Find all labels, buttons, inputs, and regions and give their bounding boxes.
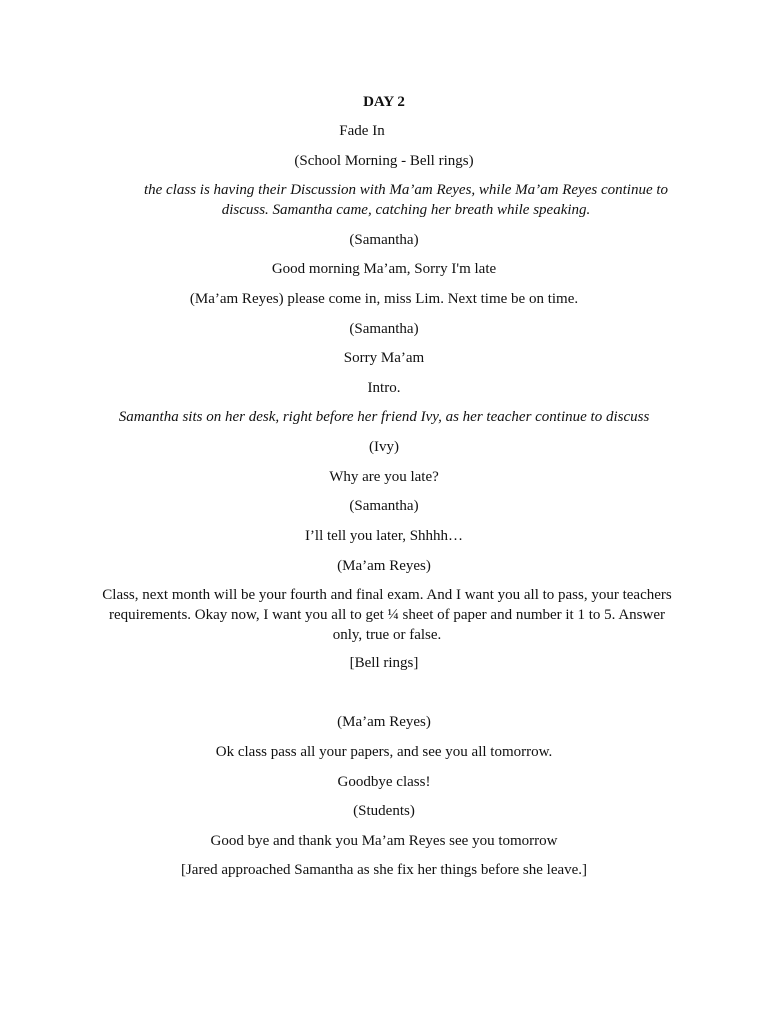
dialogue-line: Ok class pass all your papers, and see you all tomorrow. (215, 744, 553, 760)
intro-direction: Intro. (367, 380, 401, 396)
speaker-label: (Ivy) (369, 439, 399, 455)
day-heading: DAY 2 (363, 94, 405, 110)
dialogue-line: (Ma’am Reyes) please come in, miss Lim. Next time be on time. (189, 291, 579, 307)
dialogue-line: Good bye and thank you Ma’am Reyes see you tomorrow (210, 833, 558, 849)
speaker-label: (Samantha) (349, 498, 419, 514)
narration-paragraph: the class is having their Discussion with Ma’am Reyes, while Ma’am Reyes continue to discuss. Samantha came, catching her breath while speaking. (143, 182, 669, 218)
fade-in-direction: Fade In (339, 123, 385, 139)
speaker-label: (Samantha) (349, 232, 419, 248)
dialogue-paragraph: Class, next month will be your fourth and final exam. And I want you all to pass, your teachers requirements. Okay now, I want you all to get ¼ sheet of paper and number it 1 to 5. Answer only, true or false. (102, 587, 672, 643)
dialogue-line: Good morning Ma’am, Sorry I'm late (271, 261, 497, 277)
dialogue-line: Sorry Ma’am (343, 350, 425, 366)
speaker-label: (Ma’am Reyes) (337, 558, 431, 574)
narration-line: Samantha sits on her desk, right before her friend Ivy, as her teacher continue to discuss (118, 409, 650, 425)
speaker-label: (Students) (353, 803, 415, 819)
speaker-label: (Samantha) (349, 321, 419, 337)
scene-heading: (School Morning - Bell rings) (294, 153, 474, 169)
stage-direction: [Jared approached Samantha as she fix her things before she leave.] (180, 862, 588, 878)
dialogue-line: Goodbye class! (337, 774, 431, 790)
dialogue-line: Why are you late? (329, 469, 439, 485)
speaker-label: (Ma’am Reyes) (337, 714, 431, 730)
dialogue-line: I’ll tell you later, Shhhh… (304, 528, 464, 544)
bell-direction: [Bell rings] (349, 655, 419, 671)
